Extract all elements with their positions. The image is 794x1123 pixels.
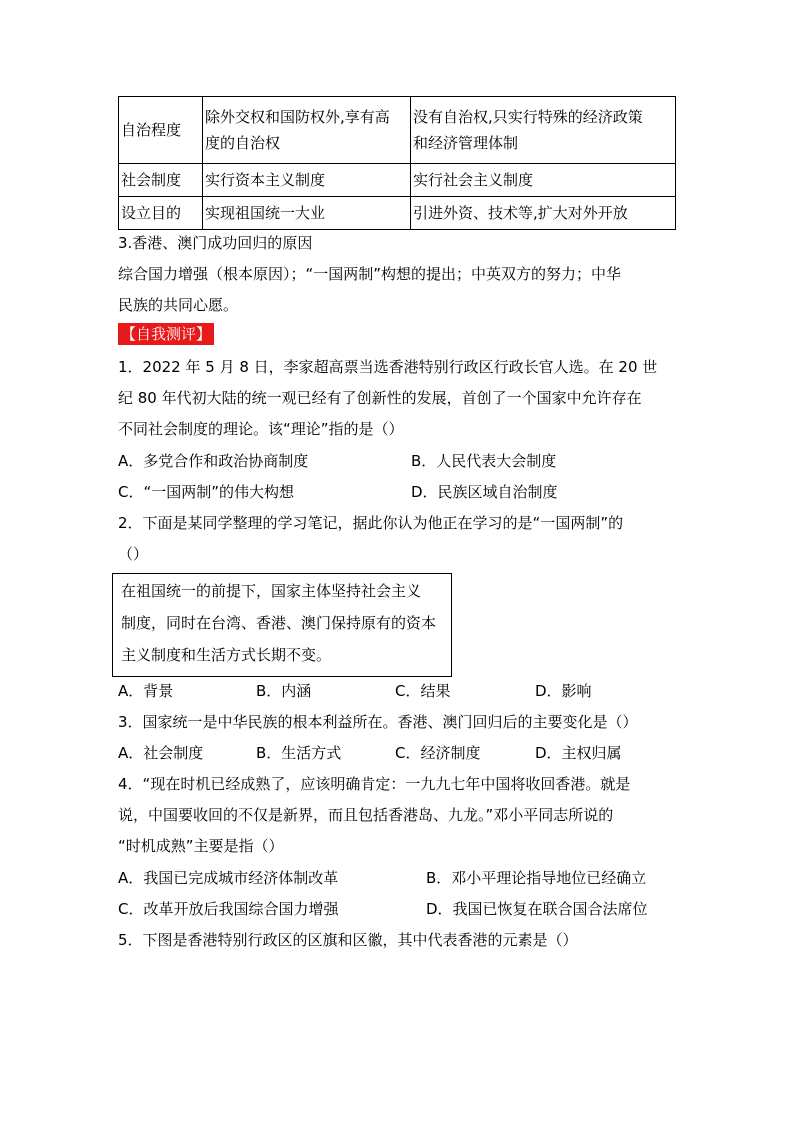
q2-option-c: C．结果 [395,682,451,700]
section-heading: 3.香港、澳门成功回归的原因 [118,234,313,252]
question-4-text: 说，中国要收回的不仅是新界，而且包括香港岛、九龙。”邓小平同志所说的 [118,806,614,824]
note-line: 制度，同时在台湾、香港、澳门保持原有的资本 [121,614,437,632]
q4-option-d: D．我国已恢复在联合国合法席位 [426,900,648,918]
sez-cell [411,97,676,164]
q2-option-d: D．影响 [535,682,592,700]
q1-option-a: A．多党合作和政治协商制度 [118,452,309,470]
self-test-tag: 【自我测评】 [118,323,214,345]
note-line: 在祖国统一的前提下，国家主体坚持社会主义 [121,582,422,600]
question-5-text: 5．下图是香港特别行政区的区旗和区徽，其中代表香港的元素是（） [118,931,578,949]
q1-option-c: C．“一国两制”的伟大构想 [118,483,295,501]
table-row [119,97,676,164]
sez-cell: 实行社会主义制度 [411,164,676,197]
q4-option-c: C．改革开放后我国综合国力增强 [118,900,339,918]
sez-cell: 引进外资、技术等,扩大对外开放 [411,197,676,230]
hk-cell [203,97,411,164]
question-2-text: 2．下面是某同学整理的学习笔记，据此你认为他正在学习的是“一国两制”的 [118,514,624,532]
row-label: 社会制度 [119,164,203,197]
table-row [119,197,676,230]
question-4-text: 4．“现在时机已经成熟了，应该明确肯定：一九九七年中国将收回香港。就是 [118,775,631,793]
question-2-text: （） [118,545,149,563]
hk-cell: 实行资本主义制度 [203,164,411,197]
q4-option-a: A．我国已完成城市经济体制改革 [118,869,339,887]
question-1-text: 1．2022 年 5 月 8 日，李家超高票当选香港特别行政区行政长官人选。在 20 世 [118,358,658,376]
hk-cell: 实现祖国统一大业 [203,197,411,230]
hk-cell-line: 度的自治权 [205,134,281,152]
comparison-table [118,96,676,230]
q1-option-b: B．人民代表大会制度 [411,452,557,470]
q3-option-b: B．生活方式 [256,744,342,762]
q4-option-b: B．邓小平理论指导地位已经确立 [426,869,647,887]
q3-option-c: C．经济制度 [395,744,481,762]
question-4-text: “时机成熟”主要是指（） [118,837,284,855]
question-1-text: 不同社会制度的理论。该“理论”指的是（） [118,420,404,438]
section-text: 民族的共同心愿。 [118,296,239,314]
section-text: 综合国力增强（根本原因）；“一国两制”构想的提出；中英双方的努力；中华 [118,265,622,283]
note-line: 主义制度和生活方式长期不变。 [121,646,332,664]
q3-option-a: A．社会制度 [118,744,204,762]
question-3-text: 3．国家统一是中华民族的根本利益所在。香港、澳门回归后的主要变化是（） [118,713,638,731]
row-label: 自治程度 [119,97,203,164]
q2-option-a: A．背景 [118,682,174,700]
sez-cell-line: 没有自治权,只实行特殊的经济政策 [413,108,643,126]
table-row [119,164,676,197]
sez-cell-line: 和经济管理体制 [413,134,519,152]
q1-option-d: D．民族区域自治制度 [411,483,558,501]
study-note-box [112,573,452,677]
q3-option-d: D．主权归属 [535,744,622,762]
row-label: 设立目的 [119,197,203,230]
hk-cell-line: 除外交权和国防权外,享有高 [205,108,390,126]
question-1-text: 纪 80 年代初大陆的统一观已经有了创新性的发展，首创了一个国家中允许存在 [118,389,642,407]
q2-option-b: B．内涵 [256,682,312,700]
